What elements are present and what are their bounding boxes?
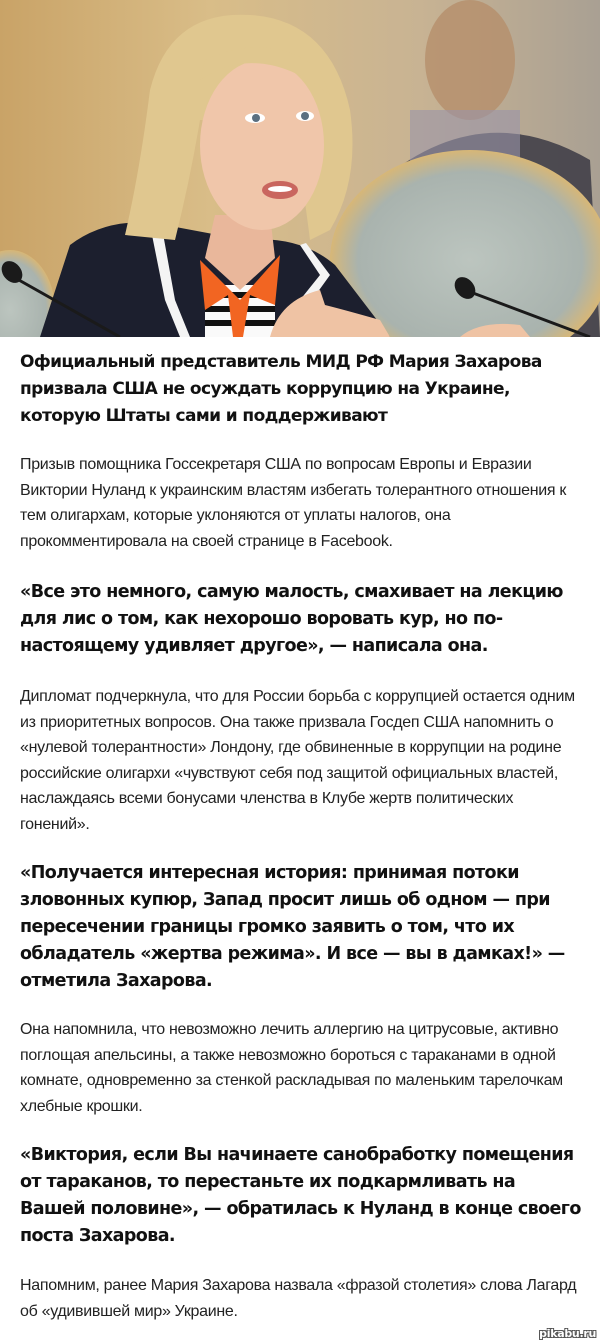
quote-1: «Все это немного, самую малость, смахивает на лекцию для лис о том, как нехорошо воровать кур, но по-настоящему удивляет другое», — написала она.	[20, 582, 563, 656]
article-photo	[0, 0, 600, 337]
article-headline: Официальный представитель МИД РФ Мария Захарова призвала США не осуждать коррупцию на Украине, которую Штаты сами и поддерживают	[20, 352, 542, 426]
quote-2: «Получается интересная история: принимая потоки зловонных купюр, Запад просит лишь об одном — при пересечении границы громко заявить о том, что их обладатель «жертва режима». И все — вы в дамках!» — отметила Захарова.	[20, 863, 565, 991]
paragraph-4: Напомним, ранее Мария Захарова назвала «фразой столетия» слова Лагард об «удивившей мир» Украине.	[20, 1277, 577, 1320]
quote-3: «Виктория, если Вы начинаете санобработку помещения от тараканов, то перестаньте их подкармливать на Вашей половине», — обратилась к Нуланд в конце своего поста Захарова.	[20, 1145, 581, 1246]
article-body	[20, 337, 585, 1324]
pikabu-watermark: pikabu.ru	[539, 1327, 596, 1340]
paragraph-2: Дипломат подчеркнула, что для России борьба с коррупцией остается одним из приоритетных вопросов. Она также призвала Госдеп США напомнить о «нулевой толерантности» Лондону, где обвиненные в коррупции на родине российские олигархи «чувствуют себя под защитой официальных властей, наслаждаясь всеми бонусами членства в Клубе жертв политических гонений».	[20, 688, 575, 833]
paragraph-3: Она напомнила, что невозможно лечить аллергию на цитрусовые, активно поглощая апельсины, а также невозможно бороться с тараканами в одной комнате, одновременно за стенкой раскладывая по маленьким тарелочкам хлебные крошки.	[20, 1021, 563, 1115]
paragraph-1: Призыв помощника Госсекретаря США по вопросам Европы и Евразии Виктории Нуланд к украинским властям избегать толерантного отношения к тем олигархам, которые уклоняются от уплаты налогов, она прокомментировала на своей странице в Facebook.	[20, 456, 567, 550]
photo-illustration	[0, 0, 600, 337]
